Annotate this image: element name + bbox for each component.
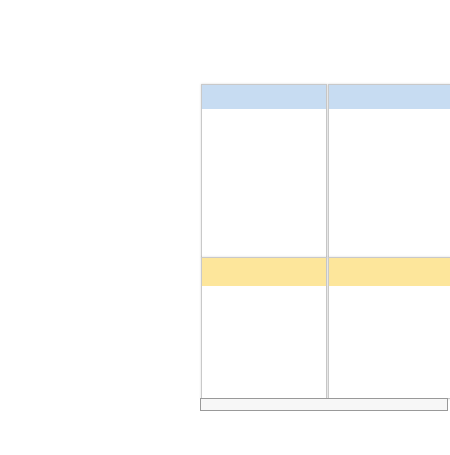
card-task-19 <box>201 84 327 258</box>
card-solution-1 <box>328 257 450 399</box>
pencil-border-top <box>0 0 450 80</box>
pencils-top-graphic <box>0 0 450 80</box>
card-body <box>329 286 450 294</box>
card-header <box>202 85 326 109</box>
card-title <box>329 85 450 89</box>
card-title <box>329 258 450 262</box>
card-task-1 <box>201 257 327 399</box>
card-body <box>329 109 450 117</box>
self-evaluation-table <box>200 398 448 411</box>
card-header <box>202 258 326 286</box>
card-header <box>329 85 450 109</box>
pencil-border-bottom <box>0 325 200 450</box>
card-solution-19 <box>328 84 450 258</box>
card-title <box>202 85 326 89</box>
table-title <box>200 398 448 411</box>
card-title <box>202 258 326 262</box>
card-body <box>202 109 326 117</box>
card-body <box>202 286 326 294</box>
pencils-bottom-graphic <box>0 325 200 450</box>
card-header <box>329 258 450 286</box>
